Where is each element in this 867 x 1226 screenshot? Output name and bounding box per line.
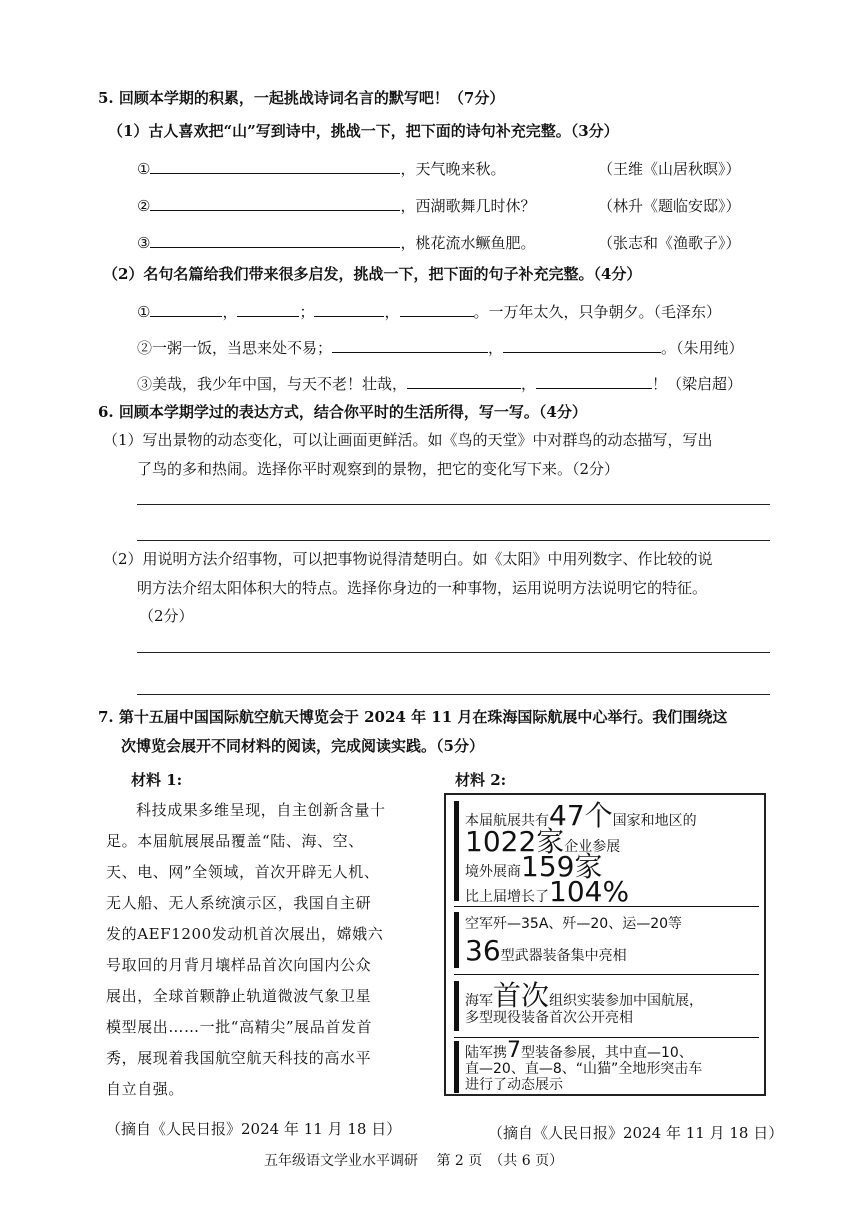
stats-text: 型武器装备集中亮相 (500, 948, 627, 964)
stats-line (465, 979, 765, 1012)
stats-text: 比上届增长了 (465, 889, 549, 905)
q6-p2-line1: （2）用说明方法介绍事物，可以把事物说得清楚明白。如《太阳》中用列数字、作比较的说 (103, 550, 713, 568)
answer-line[interactable] (137, 504, 770, 505)
stats-text: 企业参展 (564, 839, 621, 855)
answer-blank[interactable] (150, 302, 222, 317)
stats-number: 36 (465, 934, 501, 967)
q5-p2-item-2 (137, 337, 744, 358)
punct: ， (521, 375, 537, 393)
answer-blank[interactable] (407, 374, 521, 389)
stats-text: 进行了动态展示 (465, 1077, 563, 1093)
stats-text: 直—20、直—8、“山猫”全地形突击车 (465, 1061, 703, 1077)
q6-p2-line3: （2分） (139, 607, 194, 625)
stats-text: 多型现役装备首次公开亮相 (465, 1010, 633, 1026)
material1-body: 科技成果多维呈现，自主创新含量十足。本届航展展品覆盖“陆、海、空、天、电、网”全领域，首次开辟无人机、无人船、无人系统演示区，我国自主研发的AEF1200发动机首次展出，嫦娥六号取回的月背月壤样品首次向国内公众展出，全球首颗静止轨道微波气象卫星模型展出……一批“高精尖”展品首发首秀，展现着我国航空航天科技的高水平自立自强。 (106, 801, 386, 1098)
stats-text: 型装备参展，其中直—10、 (521, 1045, 693, 1061)
stats-text: 组织实装参加中国航展， (549, 993, 704, 1009)
item-text: 一粥一饭，当思来处不易； (152, 339, 333, 357)
answer-blank[interactable] (237, 302, 299, 317)
punct: ， (222, 303, 238, 321)
stats-number: 7 (507, 1038, 521, 1063)
stats-line (465, 850, 765, 883)
q5-p1-source-3: （张志和《渔歌子》） (598, 234, 741, 252)
q5-part2-title: （2）名句名篇给我们带来很多启发，挑战一下，把下面的句子补充完整。（4分） (103, 265, 642, 283)
answer-blank[interactable] (400, 302, 474, 317)
exhibitor-stats-block (454, 799, 765, 908)
q6-p1-line2: 了鸟的多和热闹。选择你平时观察到的景物，把它的变化写下来。（2分） (137, 460, 620, 478)
q5-p2-item-1 (137, 301, 721, 322)
punct: ， (488, 339, 504, 357)
item-number: ① (137, 303, 151, 321)
item-text: ，西湖歌舞几时休？ (400, 197, 536, 215)
stats-text: 本届航展共有 (465, 813, 549, 829)
item-number: ③ (137, 234, 151, 252)
stats-line (465, 825, 765, 858)
material2-label: 材料 2: (455, 771, 507, 789)
answer-line[interactable] (137, 540, 770, 541)
material2-source: （摘自《人民日报》2024 年 11 月 18 日） (488, 1124, 784, 1142)
stats-text: 陆军携 (465, 1045, 507, 1061)
item-text: 。一万年太久，只争朝夕。（毛泽东） (473, 303, 722, 321)
stats-number: 1022家 (465, 825, 565, 858)
stats-text: 国家和地区的 (612, 813, 697, 829)
q5-p1-source-1: （王维《山居秋暝》） (598, 160, 741, 178)
stats-number: 159家 (521, 850, 603, 883)
navy-block (454, 981, 765, 1031)
divider (454, 974, 759, 975)
q7-line2: 次博览会展开不同材料的阅读，完成阅读实践。（5分） (121, 737, 484, 755)
stats-line (465, 1038, 765, 1063)
q6-title: 6. 回顾本学期学过的表达方式，结合你平时的生活所得，写一写。（4分） (98, 403, 587, 421)
answer-blank[interactable] (314, 302, 384, 317)
army-block (454, 1038, 765, 1093)
material1-label: 材料 1: (131, 771, 183, 789)
punct: ； (299, 303, 315, 321)
item-text: ，天气晚来秋。 (400, 160, 506, 178)
stats-text: 空军歼—35A、歼—20、运—20等 (465, 916, 683, 932)
material1-source: （摘自《人民日报》2024 年 11 月 18 日） (106, 1120, 402, 1138)
stats-line (465, 799, 765, 832)
answer-line[interactable] (137, 652, 770, 653)
stats-number: 104% (549, 875, 630, 908)
answer-blank[interactable] (503, 338, 661, 353)
answer-blank[interactable] (150, 159, 400, 174)
material2-infographic (444, 793, 766, 1096)
q6-p1-line1: （1）写出景物的动态变化，可以让画面更鲜活。如《鸟的天堂》中对群鸟的动态描写，写出 (103, 431, 713, 449)
item-text: ，桃花流水鳜鱼肥。 (400, 234, 536, 252)
stats-text: 境外展商 (465, 864, 521, 880)
answer-blank[interactable] (150, 233, 400, 248)
answer-line[interactable] (137, 694, 770, 695)
q5-p1-item-1 (137, 158, 505, 179)
airforce-block (454, 912, 765, 968)
stats-number: 47个 (549, 799, 613, 832)
item-number: ① (137, 160, 151, 178)
stats-number: 首次 (493, 979, 550, 1012)
item-text: 美哉，我少年中国，与天不老！壮哉， (152, 375, 408, 393)
stats-line (465, 875, 765, 908)
answer-blank[interactable] (536, 374, 652, 389)
page-footer: 五年级语文学业水平调研 第 2 页 （共 6 页） (264, 1153, 564, 1169)
q5-p1-item-3 (137, 232, 535, 253)
item-number: ③ (137, 375, 153, 393)
q6-p2-line2: 明方法介绍太阳体积大的特点。选择你身边的一种事物，运用说明方法说明它的特征。 (137, 579, 708, 597)
stats-line (465, 934, 765, 967)
item-text: 。（朱用纯） (661, 339, 744, 357)
q7-line1: 7. 第十五届中国国际航空航天博览会于 2024 年 11 月在珠海国际航展中心举行。我们围绕这 (98, 708, 728, 726)
divider (454, 1037, 759, 1038)
q5-part1-title: （1）古人喜欢把“山”写到诗中，挑战一下，把下面的诗句补充完整。（3分） (108, 122, 619, 140)
answer-blank[interactable] (150, 196, 400, 211)
punct: ， (384, 303, 400, 321)
q5-p1-source-2: （林升《题临安邸》） (598, 197, 741, 215)
answer-blank[interactable] (332, 338, 488, 353)
q5-p1-item-2 (137, 195, 535, 216)
item-text: ！（梁启超） (652, 375, 743, 393)
item-number: ② (137, 339, 153, 357)
divider (454, 906, 759, 907)
q5-title: 5. 回顾本学期的积累，一起挑战诗词名言的默写吧！（7分） (98, 89, 505, 107)
q5-p2-item-3 (137, 373, 742, 394)
item-number: ② (137, 197, 151, 215)
stats-text: 海军 (465, 993, 493, 1009)
